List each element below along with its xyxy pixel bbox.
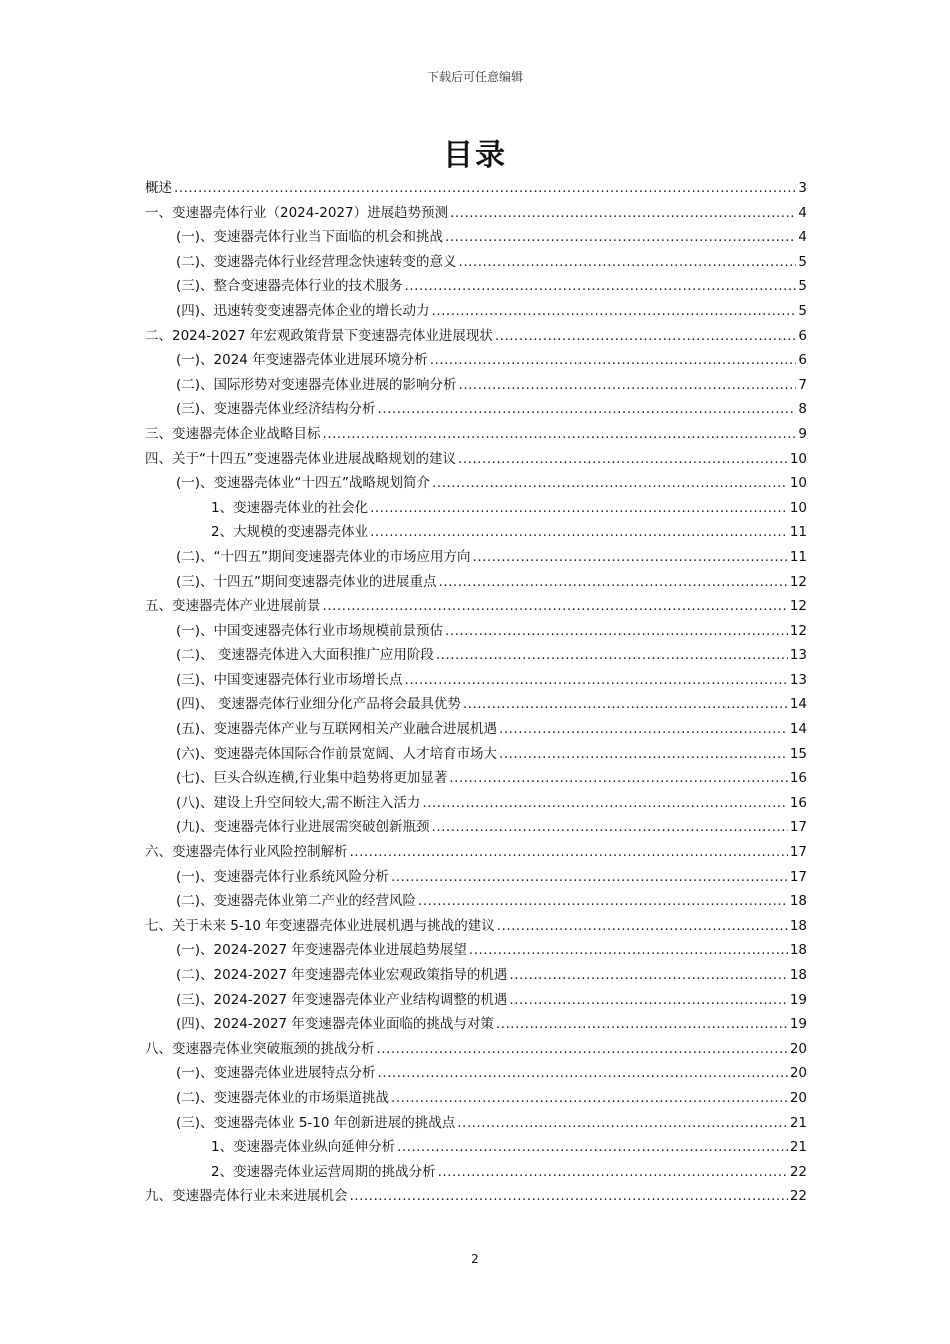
toc-entry-text: 1、变速器壳体业的社会化: [211, 499, 369, 516]
toc-entry[interactable]: [145, 447, 807, 472]
toc-entry[interactable]: [145, 225, 807, 250]
toc-entry-text: (三)、2024-2027 年变速器壳体业产业结构调整的机遇: [176, 991, 508, 1008]
toc-entry-page: 14: [789, 696, 807, 713]
toc-entry-text: (四)、2024-2027 年变速器壳体业面临的挑战与对策: [176, 1016, 494, 1033]
toc-entry[interactable]: [145, 520, 807, 545]
toc-dot-leader: [499, 742, 788, 767]
toc-dot-leader: [469, 938, 788, 963]
toc-entry-page: 12: [789, 573, 807, 590]
toc-entry[interactable]: [145, 668, 807, 693]
toc-dot-leader: [377, 1037, 788, 1062]
toc-entry-page: 16: [789, 794, 807, 811]
toc-entry-page: 21: [789, 1114, 807, 1131]
toc-dot-leader: [445, 225, 796, 250]
toc-entry[interactable]: [145, 274, 807, 299]
toc-entry[interactable]: [145, 201, 807, 226]
toc-entry[interactable]: [145, 619, 807, 644]
toc-dot-leader: [458, 447, 788, 472]
toc-entry-text: 1、变速器壳体业纵向延伸分析: [211, 1139, 396, 1156]
toc-entry-page: 18: [789, 917, 807, 934]
toc-entry-page: 17: [789, 844, 807, 861]
toc-entry-text: (九)、变速器壳体行业进展需突破创新瓶颈: [176, 819, 430, 836]
header-note: 下载后可任意编辑: [426, 70, 523, 84]
toc-entry[interactable]: [145, 914, 807, 939]
toc-entry[interactable]: [145, 422, 807, 447]
toc-entry[interactable]: [145, 963, 807, 988]
toc-entry[interactable]: [145, 471, 807, 496]
toc-dot-leader: [350, 1184, 788, 1209]
toc-entry[interactable]: [145, 988, 807, 1013]
toc-entry-page: 9: [798, 425, 807, 442]
toc-entry-text: (二)、“十四五”期间变速器壳体业的市场应用方向: [176, 548, 471, 565]
toc-entry-page: 10: [789, 450, 807, 467]
toc-dot-leader: [405, 274, 797, 299]
toc-entry[interactable]: [145, 1135, 807, 1160]
toc-entry-page: 20: [789, 1040, 807, 1057]
toc-entry-page: 18: [789, 942, 807, 959]
toc-dot-leader: [457, 1111, 788, 1136]
toc-entry-text: (一)、变速器壳体行业系统风险分析: [176, 868, 390, 885]
toc-entry-page: 20: [789, 1089, 807, 1106]
table-of-contents: [145, 176, 807, 1209]
toc-entry[interactable]: [145, 865, 807, 890]
toc-entry-text: (一)、中国变速器壳体行业市场规模前景预估: [176, 622, 444, 639]
toc-entry-text: (二)、国际形势对变速器壳体业进展的影响分析: [176, 376, 457, 393]
toc-dot-leader: [378, 1061, 788, 1086]
toc-entry-text: (二)、变速器壳体业的市场渠道挑战: [176, 1089, 390, 1106]
toc-dot-leader: [432, 471, 788, 496]
toc-dot-leader: [370, 520, 788, 545]
toc-dot-leader: [391, 865, 788, 890]
toc-entry-page: 16: [789, 770, 807, 787]
toc-entry-page: 22: [789, 1188, 807, 1205]
toc-entry-page: 18: [789, 967, 807, 983]
toc-title: 目录: [443, 138, 507, 173]
toc-dot-leader: [418, 889, 788, 914]
toc-entry-page: 13: [789, 647, 807, 664]
toc-dot-leader: [430, 348, 797, 373]
toc-entry[interactable]: [145, 397, 807, 422]
toc-dot-leader: [438, 1160, 788, 1185]
toc-entry-text: (三)、整合变速器壳体行业的技术服务: [176, 278, 403, 295]
toc-entry-text: (三)、中国变速器壳体行业市场增长点: [176, 671, 403, 688]
toc-entry-text: 四、关于“十四五”变速器壳体业进展战略规划的建议: [145, 450, 456, 467]
toc-dot-leader: [509, 963, 787, 988]
toc-entry-text: (一)、2024 年变速器壳体业进展环境分析: [176, 352, 428, 369]
toc-entry[interactable]: [145, 742, 807, 767]
toc-entry-page: 19: [789, 991, 807, 1008]
toc-entry-text: 五、变速器壳体产业进展前景: [145, 598, 321, 615]
toc-entry-page: 5: [798, 253, 807, 270]
toc-entry[interactable]: [145, 1012, 807, 1037]
toc-entry[interactable]: [145, 250, 807, 275]
toc-entry-text: 2、大规模的变速器壳体业: [211, 524, 369, 541]
toc-entry-page: 12: [789, 622, 807, 639]
toc-entry[interactable]: [145, 545, 807, 570]
toc-dot-leader: [459, 250, 797, 275]
toc-dot-leader: [463, 692, 788, 717]
toc-dot-leader: [459, 373, 797, 398]
toc-entry-page: 11: [789, 548, 807, 565]
toc-entry-text: 八、变速器壳体业突破瓶颈的挑战分析: [145, 1040, 375, 1057]
toc-dot-leader: [449, 766, 787, 791]
toc-entry-page: 14: [789, 721, 807, 738]
toc-entry-text: 概述: [145, 180, 172, 196]
toc-entry[interactable]: [145, 496, 807, 521]
toc-entry[interactable]: [145, 1037, 807, 1062]
toc-entry-text: (三)、十四五”期间变速器壳体业的进展重点: [176, 573, 437, 590]
toc-entry-text: 一、变速器壳体行业（2024-2027）进展趋势预测: [145, 204, 449, 221]
toc-entry-text: (二)、变速器壳体业第二产业的经营风险: [176, 893, 417, 910]
toc-entry-text: (三)、变速器壳体业经济结构分析: [176, 401, 376, 418]
toc-entry-text: 九、变速器壳体行业未来进展机会: [145, 1188, 348, 1205]
toc-entry-text: (二)、2024-2027 年变速器壳体业宏观政策指导的机遇: [176, 967, 508, 983]
toc-entry[interactable]: [145, 348, 807, 373]
toc-entry[interactable]: [145, 1086, 807, 1111]
toc-entry-page: 15: [789, 745, 807, 762]
toc-entry-page: 17: [789, 868, 807, 885]
toc-entry-page: 21: [789, 1139, 807, 1156]
toc-entry[interactable]: [145, 815, 807, 840]
toc-dot-leader: [436, 643, 788, 668]
toc-dot-leader: [378, 397, 797, 422]
toc-entry[interactable]: [145, 594, 807, 619]
toc-entry-text: (四)、 变速器壳体行业细分化产品将会最具优势: [176, 696, 461, 713]
toc-dot-leader: [397, 1135, 788, 1160]
toc-entry-text: (六)、变速器壳体国际合作前景宽阔、人才培育市场大: [176, 745, 498, 762]
toc-entry-page: 4: [798, 204, 807, 221]
toc-entry-text: (五)、变速器壳体产业与互联网相关产业融合进展机遇: [176, 721, 498, 738]
toc-entry[interactable]: [145, 643, 807, 668]
toc-entry[interactable]: [145, 692, 807, 717]
toc-entry-page: 3: [798, 180, 807, 196]
toc-entry-text: 二、2024-2027 年宏观政策背景下变速器壳体业进展现状: [145, 327, 493, 344]
toc-entry-page: 13: [789, 671, 807, 688]
toc-entry[interactable]: [145, 373, 807, 398]
toc-entry-text: (八)、建设上升空间较大,需不断注入活力: [176, 794, 421, 811]
toc-entry[interactable]: [145, 938, 807, 963]
toc-dot-leader: [350, 840, 788, 865]
toc-entry[interactable]: [145, 717, 807, 742]
toc-entry-page: 12: [789, 598, 807, 615]
toc-dot-leader: [445, 619, 788, 644]
toc-entry-page: 17: [789, 819, 807, 836]
toc-entry-page: 4: [798, 229, 807, 246]
toc-entry[interactable]: [145, 1184, 807, 1209]
toc-dot-leader: [496, 1012, 788, 1037]
toc-entry[interactable]: [145, 324, 807, 349]
toc-dot-leader: [323, 422, 797, 447]
toc-entry-page: 18: [789, 893, 807, 910]
toc-entry-text: (三)、变速器壳体业 5-10 年创新进展的挑战点: [176, 1114, 456, 1131]
toc-entry[interactable]: [145, 766, 807, 791]
toc-dot-leader: [432, 815, 788, 840]
toc-entry-page: 10: [789, 499, 807, 516]
toc-entry-text: (一)、变速器壳体业进展特点分析: [176, 1065, 376, 1082]
toc-entry[interactable]: [145, 570, 807, 595]
toc-dot-leader: [174, 176, 796, 201]
toc-dot-leader: [405, 668, 788, 693]
toc-entry[interactable]: [145, 299, 807, 324]
toc-dot-leader: [509, 988, 787, 1013]
toc-entry[interactable]: [145, 1160, 807, 1185]
toc-entry-text: 七、关于未来 5-10 年变速器壳体业进展机遇与挑战的建议: [145, 917, 495, 934]
toc-dot-leader: [422, 791, 787, 816]
toc-entry-page: 19: [789, 1016, 807, 1033]
toc-dot-leader: [439, 570, 788, 595]
toc-entry-text: (二)、变速器壳体行业经营理念快速转变的意义: [176, 253, 457, 270]
toc-entry-page: 5: [798, 278, 807, 295]
toc-entry-page: 6: [798, 352, 807, 369]
toc-entry-page: 8: [798, 401, 807, 418]
toc-dot-leader: [450, 201, 796, 226]
toc-entry-page: 22: [789, 1163, 807, 1180]
toc-dot-leader: [370, 496, 788, 521]
toc-entry[interactable]: [145, 791, 807, 816]
toc-entry-text: (二)、 变速器壳体进入大面积推广应用阶段: [176, 647, 434, 664]
toc-dot-leader: [432, 299, 797, 324]
toc-entry-page: 10: [789, 475, 807, 492]
toc-entry-text: (四)、迅速转变变速器壳体企业的增长动力: [176, 302, 430, 319]
toc-dot-leader: [391, 1086, 788, 1111]
toc-dot-leader: [499, 717, 788, 742]
toc-dot-leader: [473, 545, 788, 570]
toc-entry[interactable]: [145, 176, 807, 201]
toc-entry-text: 三、变速器壳体企业战略目标: [145, 425, 321, 442]
toc-entry-page: 6: [798, 327, 807, 344]
toc-entry-text: (一)、变速器壳体业“十四五”战略规划简介: [176, 475, 431, 492]
toc-entry[interactable]: [145, 889, 807, 914]
toc-entry-text: 六、变速器壳体行业风险控制解析: [145, 844, 348, 861]
toc-dot-leader: [495, 324, 797, 349]
toc-entry-page: 7: [798, 376, 807, 393]
toc-entry-text: (七)、巨头合纵连横,行业集中趋势将更加显著: [176, 770, 448, 787]
toc-dot-leader: [323, 594, 788, 619]
toc-entry-page: 20: [789, 1065, 807, 1082]
toc-entry[interactable]: [145, 1061, 807, 1086]
page-number: 2: [471, 1252, 479, 1266]
toc-dot-leader: [497, 914, 788, 939]
toc-entry-page: 5: [798, 302, 807, 319]
toc-entry-text: 2、变速器壳体业运营周期的挑战分析: [211, 1163, 436, 1180]
toc-entry-text: (一)、2024-2027 年变速器壳体业进展趋势展望: [176, 942, 467, 959]
toc-entry-text: (一)、变速器壳体行业当下面临的机会和挑战: [176, 229, 444, 246]
toc-entry-page: 11: [789, 524, 807, 541]
toc-entry[interactable]: [145, 840, 807, 865]
toc-entry[interactable]: [145, 1111, 807, 1136]
